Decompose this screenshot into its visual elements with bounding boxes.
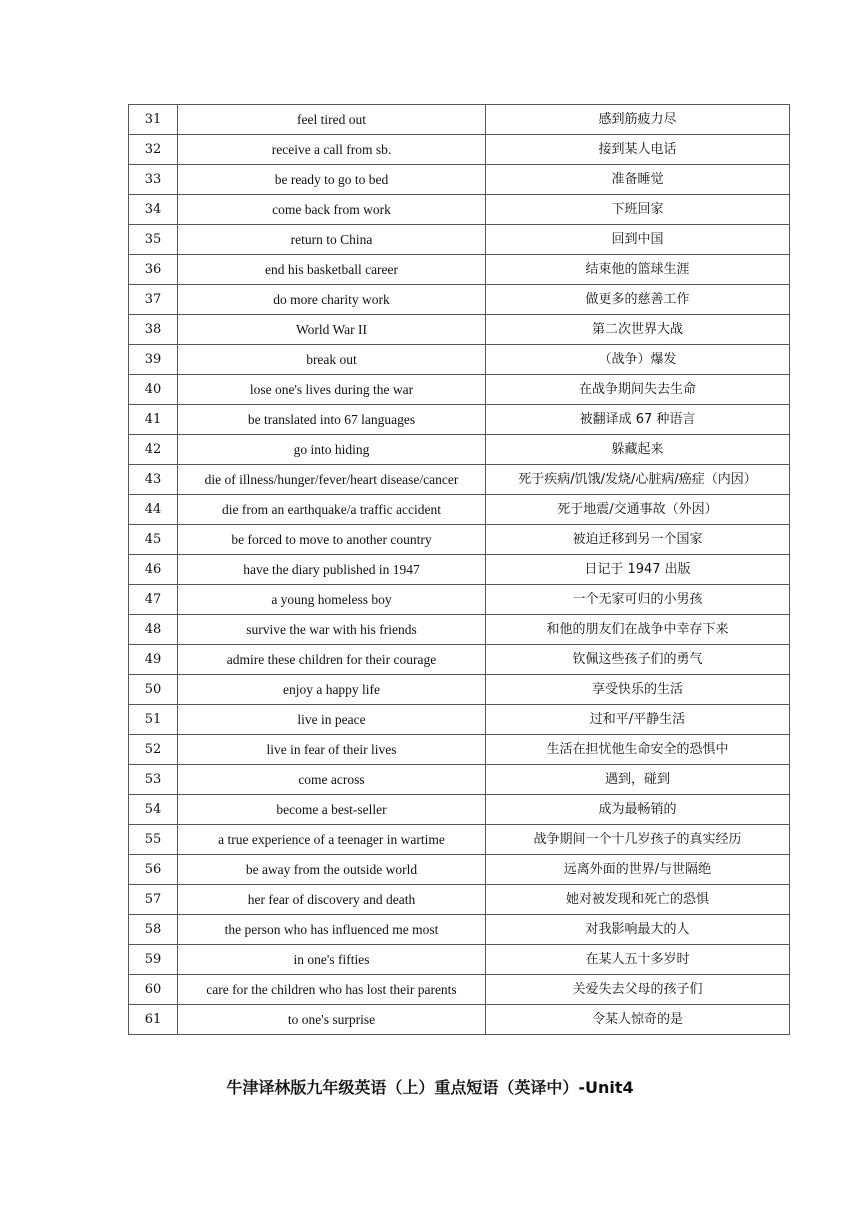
english-phrase-cell: return to China [178, 225, 486, 255]
chinese-translation-cell: 她对被发现和死亡的恐惧 [486, 885, 790, 915]
chinese-translation-cell: 准备睡觉 [486, 165, 790, 195]
chinese-translation-cell: 远离外面的世界/与世隔绝 [486, 855, 790, 885]
english-phrase-cell: die from an earthquake/a traffic accident [178, 495, 486, 525]
chinese-translation-cell: 日记于 1947 出版 [486, 555, 790, 585]
english-phrase-cell: enjoy a happy life [178, 675, 486, 705]
table-row [129, 465, 790, 495]
table-row [129, 285, 790, 315]
english-phrase-cell: go into hiding [178, 435, 486, 465]
chinese-translation-cell: 下班回家 [486, 195, 790, 225]
chinese-translation-cell: 回到中国 [486, 225, 790, 255]
row-number-cell: 54 [129, 795, 178, 825]
chinese-translation-cell: 被翻译成 67 种语言 [486, 405, 790, 435]
english-phrase-cell: a true experience of a teenager in wartime [178, 825, 486, 855]
table-row [129, 765, 790, 795]
vocabulary-table [128, 104, 790, 1035]
english-phrase-cell: come back from work [178, 195, 486, 225]
row-number-cell: 53 [129, 765, 178, 795]
table-row [129, 1005, 790, 1035]
english-phrase-cell: in one's fifties [178, 945, 486, 975]
row-number-cell: 39 [129, 345, 178, 375]
chinese-translation-cell: 结束他的篮球生涯 [486, 255, 790, 285]
english-phrase-cell: die of illness/hunger/fever/heart disease/cancer [178, 465, 486, 495]
english-phrase-cell: have the diary published in 1947 [178, 555, 486, 585]
row-number-cell: 41 [129, 405, 178, 435]
row-number-cell: 46 [129, 555, 178, 585]
chinese-translation-cell: 和他的朋友们在战争中幸存下来 [486, 615, 790, 645]
english-phrase-cell: live in fear of their lives [178, 735, 486, 765]
chinese-translation-cell: 成为最畅销的 [486, 795, 790, 825]
row-number-cell: 37 [129, 285, 178, 315]
table-row [129, 435, 790, 465]
chinese-translation-cell: 享受快乐的生活 [486, 675, 790, 705]
english-phrase-cell: feel tired out [178, 105, 486, 135]
chinese-translation-cell: 躲藏起来 [486, 435, 790, 465]
table-row [129, 825, 790, 855]
chinese-translation-cell: 一个无家可归的小男孩 [486, 585, 790, 615]
english-phrase-cell: her fear of discovery and death [178, 885, 486, 915]
table-row [129, 105, 790, 135]
chinese-translation-cell: 死于地震/交通事故（外因） [486, 495, 790, 525]
english-phrase-cell: live in peace [178, 705, 486, 735]
table-row [129, 315, 790, 345]
table-row [129, 705, 790, 735]
chinese-translation-cell: 生活在担忧他生命安全的恐惧中 [486, 735, 790, 765]
chinese-translation-cell: 过和平/平静生活 [486, 705, 790, 735]
row-number-cell: 45 [129, 525, 178, 555]
row-number-cell: 57 [129, 885, 178, 915]
english-phrase-cell: receive a call from sb. [178, 135, 486, 165]
chinese-translation-cell: （战争）爆发 [486, 345, 790, 375]
table-row [129, 165, 790, 195]
table-row [129, 345, 790, 375]
row-number-cell: 36 [129, 255, 178, 285]
table-row [129, 885, 790, 915]
row-number-cell: 56 [129, 855, 178, 885]
english-phrase-cell: survive the war with his friends [178, 615, 486, 645]
table-row [129, 555, 790, 585]
row-number-cell: 52 [129, 735, 178, 765]
table-row [129, 945, 790, 975]
english-phrase-cell: the person who has influenced me most [178, 915, 486, 945]
vocabulary-table-body [129, 105, 790, 1035]
english-phrase-cell: come across [178, 765, 486, 795]
english-phrase-cell: lose one's lives during the war [178, 375, 486, 405]
english-phrase-cell: to one's surprise [178, 1005, 486, 1035]
table-row [129, 915, 790, 945]
chinese-translation-cell: 在战争期间失去生命 [486, 375, 790, 405]
row-number-cell: 58 [129, 915, 178, 945]
row-number-cell: 34 [129, 195, 178, 225]
table-row [129, 855, 790, 885]
row-number-cell: 59 [129, 945, 178, 975]
row-number-cell: 60 [129, 975, 178, 1005]
chinese-translation-cell: 在某人五十多岁时 [486, 945, 790, 975]
row-number-cell: 44 [129, 495, 178, 525]
row-number-cell: 55 [129, 825, 178, 855]
table-row [129, 585, 790, 615]
table-row [129, 375, 790, 405]
chinese-translation-cell: 令某人惊奇的是 [486, 1005, 790, 1035]
row-number-cell: 48 [129, 615, 178, 645]
chinese-translation-cell: 做更多的慈善工作 [486, 285, 790, 315]
english-phrase-cell: end his basketball career [178, 255, 486, 285]
english-phrase-cell: become a best-seller [178, 795, 486, 825]
english-phrase-cell: a young homeless boy [178, 585, 486, 615]
table-row [129, 735, 790, 765]
table-row [129, 645, 790, 675]
table-row [129, 495, 790, 525]
table-row [129, 195, 790, 225]
chinese-translation-cell: 关爱失去父母的孩子们 [486, 975, 790, 1005]
table-row [129, 255, 790, 285]
row-number-cell: 35 [129, 225, 178, 255]
english-phrase-cell: be ready to go to bed [178, 165, 486, 195]
english-phrase-cell: do more charity work [178, 285, 486, 315]
chinese-translation-cell: 战争期间一个十几岁孩子的真实经历 [486, 825, 790, 855]
english-phrase-cell: be forced to move to another country [178, 525, 486, 555]
table-row [129, 525, 790, 555]
section-title: 牛津译林版九年级英语（上）重点短语（英译中）-Unit4 [226, 1078, 634, 1097]
english-phrase-cell: World War II [178, 315, 486, 345]
row-number-cell: 49 [129, 645, 178, 675]
row-number-cell: 51 [129, 705, 178, 735]
chinese-translation-cell: 死于疾病/饥饿/发烧/心脏病/癌症（内因） [486, 465, 790, 495]
chinese-translation-cell: 接到某人电话 [486, 135, 790, 165]
row-number-cell: 32 [129, 135, 178, 165]
chinese-translation-cell: 感到筋疲力尽 [486, 105, 790, 135]
table-row [129, 975, 790, 1005]
row-number-cell: 50 [129, 675, 178, 705]
row-number-cell: 42 [129, 435, 178, 465]
row-number-cell: 47 [129, 585, 178, 615]
chinese-translation-cell: 被迫迁移到另一个国家 [486, 525, 790, 555]
english-phrase-cell: be away from the outside world [178, 855, 486, 885]
chinese-translation-cell: 钦佩这些孩子们的勇气 [486, 645, 790, 675]
table-row [129, 225, 790, 255]
table-row [129, 135, 790, 165]
table-row [129, 795, 790, 825]
chinese-translation-cell: 对我影响最大的人 [486, 915, 790, 945]
row-number-cell: 40 [129, 375, 178, 405]
row-number-cell: 38 [129, 315, 178, 345]
english-phrase-cell: care for the children who has lost their parents [178, 975, 486, 1005]
row-number-cell: 43 [129, 465, 178, 495]
english-phrase-cell: break out [178, 345, 486, 375]
table-row [129, 615, 790, 645]
table-row [129, 405, 790, 435]
english-phrase-cell: be translated into 67 languages [178, 405, 486, 435]
chinese-translation-cell: 遇到，碰到 [486, 765, 790, 795]
row-number-cell: 61 [129, 1005, 178, 1035]
row-number-cell: 33 [129, 165, 178, 195]
row-number-cell: 31 [129, 105, 178, 135]
table-row [129, 675, 790, 705]
english-phrase-cell: admire these children for their courage [178, 645, 486, 675]
chinese-translation-cell: 第二次世界大战 [486, 315, 790, 345]
